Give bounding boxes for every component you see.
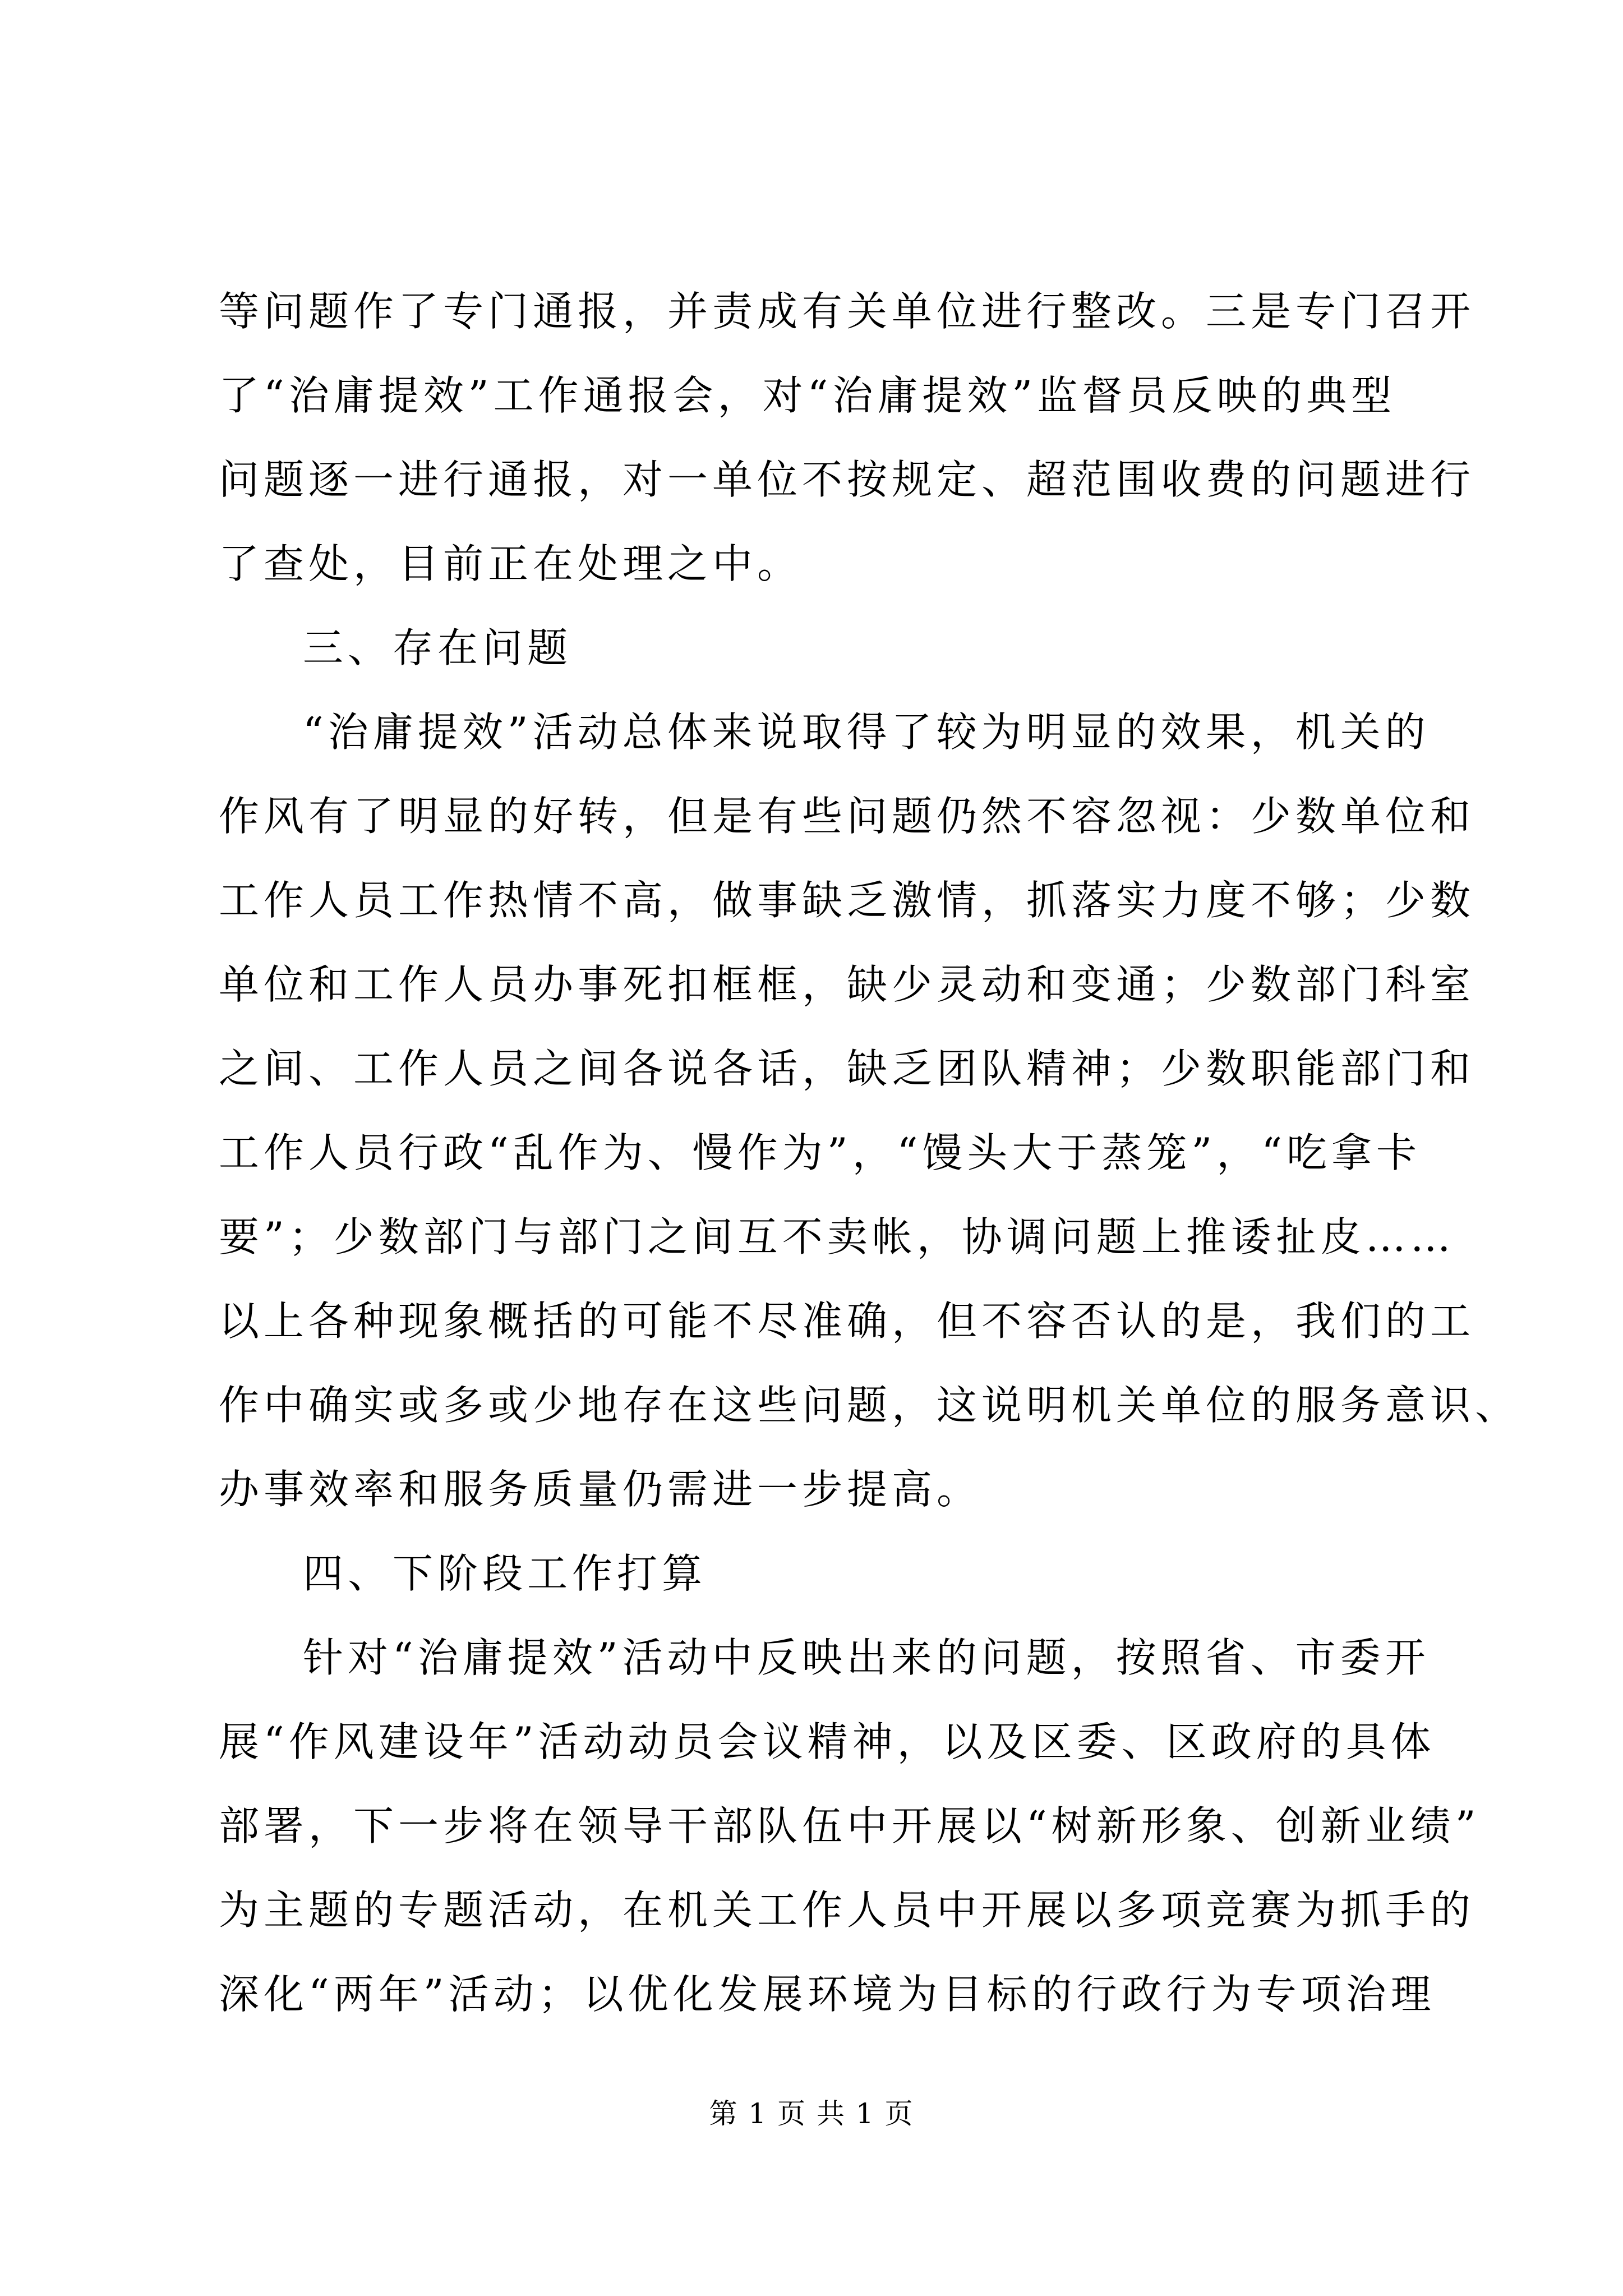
body-line-11: 工作人员行政“乱作为、慢作为”，“馒头大于蒸笼”，“吃拿卡 xyxy=(219,1129,1422,1176)
body-line-15: 办事效率和服务质量仍需进一步提高。 xyxy=(219,1466,982,1513)
body-line-7: 作风有了明显的好转，但是有些问题仍然不容忽视：少数单位和 xyxy=(219,793,1476,840)
body-line-6: “治庸提效”活动总体来说取得了较为明显的效果，机关的 xyxy=(303,708,1430,756)
body-line-4: 了查处，目前正在处理之中。 xyxy=(219,540,803,587)
body-line-1: 等问题作了专门通报，并责成有关单位进行整改。三是专门召开 xyxy=(219,288,1476,335)
body-line-2: 了“治庸提效”工作通报会，对“治庸提效”监督员反映的典型 xyxy=(219,372,1396,419)
body-line-13: 以上各种现象概括的可能不尽准确，但不容否认的是，我们的工 xyxy=(219,1297,1476,1345)
body-line-17: 针对“治庸提效”活动中反映出来的问题，按照省、市委开 xyxy=(303,1634,1430,1681)
body-line-3: 问题逐一进行通报，对一单位不按规定、超范围收费的问题进行 xyxy=(219,456,1476,503)
body-line-8: 工作人员工作热情不高，做事缺乏激情，抓落实力度不够；少数 xyxy=(219,877,1476,924)
body-line-20: 为主题的专题活动，在机关工作人员中开展以多项竞赛为抓手的 xyxy=(219,1887,1476,1934)
body-line-18: 展“作风建设年”活动动员会议精神，以及区委、区政府的具体 xyxy=(219,1718,1436,1765)
page-footer: 第 1 页 共 1 页 xyxy=(709,2097,914,2130)
section-heading-3: 三、存在问题 xyxy=(303,624,573,671)
section-heading-4: 四、下阶段工作打算 xyxy=(303,1550,707,1597)
body-line-9: 单位和工作人员办事死扣框框，缺少灵动和变通；少数部门科室 xyxy=(219,961,1476,1008)
body-line-14: 作中确实或多或少地存在这些问题，这说明机关单位的服务意识、 xyxy=(219,1382,1520,1429)
body-line-21: 深化“两年”活动；以优化发展环境为目标的行政行为专项治理 xyxy=(219,1971,1436,2018)
body-line-12: 要”；少数部门与部门之间互不卖帐，协调问题上推诿扯皮…… xyxy=(219,1213,1455,1260)
body-line-19: 部署，下一步将在领导干部队伍中开展以“树新形象、创新业绩” xyxy=(219,1802,1481,1849)
body-line-10: 之间、工作人员之间各说各话，缺乏团队精神；少数职能部门和 xyxy=(219,1045,1476,1092)
